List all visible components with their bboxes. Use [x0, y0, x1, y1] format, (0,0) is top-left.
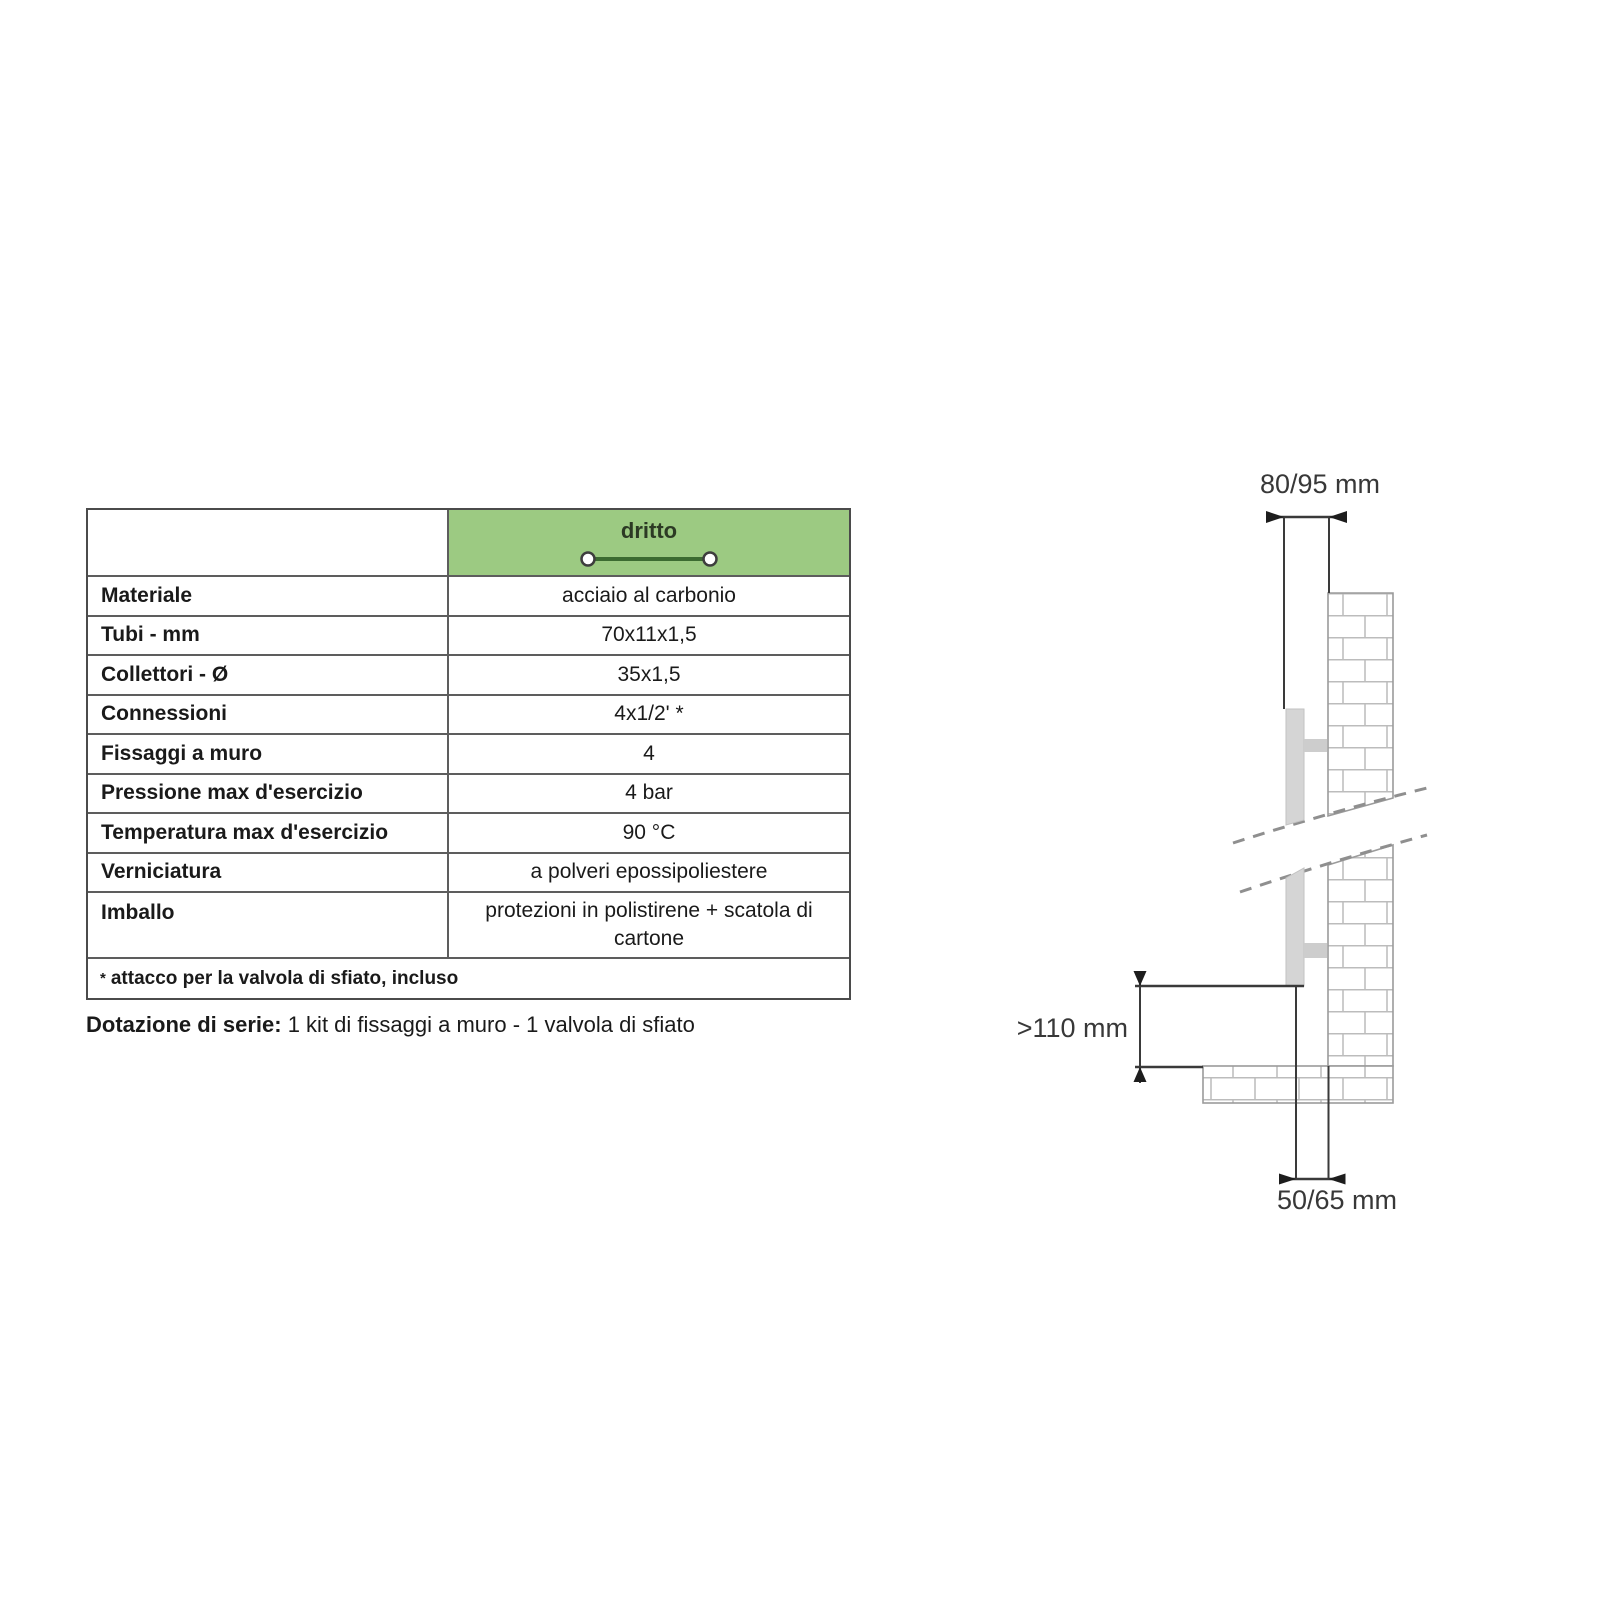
row-label: Materiale	[88, 577, 449, 615]
row-value: 4x1/2' *	[614, 702, 684, 726]
row-value: 4	[643, 741, 655, 765]
row-label: Verniciatura	[88, 854, 449, 892]
table-row	[88, 615, 849, 655]
row-label: Pressione max d'esercizio	[88, 775, 449, 813]
table-row	[88, 694, 849, 734]
table-row	[88, 654, 849, 694]
row-value: acciaio al carbonio	[562, 583, 736, 607]
row-value: 90 °C	[622, 820, 676, 844]
row-label: Imballo	[88, 893, 449, 957]
footnote-text: attacco per la valvola di sfiato, incluso	[110, 967, 459, 989]
header-empty-cell	[88, 510, 449, 575]
arrow-left-icon	[1329, 511, 1347, 523]
floor-slab	[1203, 1066, 1393, 1103]
wall-upper	[1328, 593, 1393, 816]
arrow-down-icon	[1134, 971, 1147, 986]
arrow-up-icon	[1134, 1067, 1147, 1082]
row-value: a polveri epossipoliestere	[530, 860, 768, 884]
dotazione-text: 1 kit di fissaggi a muro - 1 valvola di sfiato	[281, 1012, 695, 1037]
straight-radiator-icon	[579, 547, 719, 569]
arrow-left-icon	[1329, 1174, 1346, 1185]
row-label: Collettori - Ø	[88, 656, 449, 694]
dotazione-note	[86, 1012, 695, 1038]
wall-bracket-upper	[1304, 739, 1327, 752]
radiator-tube-lower	[1286, 868, 1304, 986]
table-row	[88, 812, 849, 852]
variant-label: dritto	[620, 518, 678, 544]
table-row	[88, 852, 849, 892]
radiator-tube-upper	[1286, 709, 1304, 825]
wall-bracket-lower	[1304, 943, 1327, 958]
row-value: 70x11x1,5	[601, 623, 697, 647]
dim-top-label: 80/95 mm	[1259, 469, 1381, 499]
table-header-row	[88, 510, 849, 575]
wall-lower	[1328, 845, 1393, 1066]
spec-table	[86, 508, 851, 1000]
row-value: 4 bar	[625, 781, 673, 805]
table-row	[88, 891, 849, 957]
dim-left-label: >110 mm	[1016, 1013, 1128, 1043]
arrow-right-icon	[1266, 511, 1284, 523]
dim-bottom-label: 50/65 mm	[1276, 1185, 1398, 1215]
table-row	[88, 733, 849, 773]
table-row	[88, 575, 849, 615]
dotazione-label: Dotazione di serie:	[86, 1012, 282, 1037]
row-value: 35x1,5	[617, 662, 681, 686]
header-variant-cell	[449, 510, 849, 575]
row-label: Fissaggi a muro	[88, 735, 449, 773]
installation-diagram	[1000, 440, 1460, 1240]
row-label: Connessioni	[88, 696, 449, 734]
table-footnote: * attacco per la valvola di sfiato, incluso	[88, 957, 849, 998]
arrow-right-icon	[1279, 1174, 1296, 1185]
row-value: protezioni in polistirene + scatola di cartone	[485, 898, 813, 950]
row-label: Tubi - mm	[88, 617, 449, 655]
table-row	[88, 773, 849, 813]
row-label: Temperatura max d'esercizio	[88, 814, 449, 852]
